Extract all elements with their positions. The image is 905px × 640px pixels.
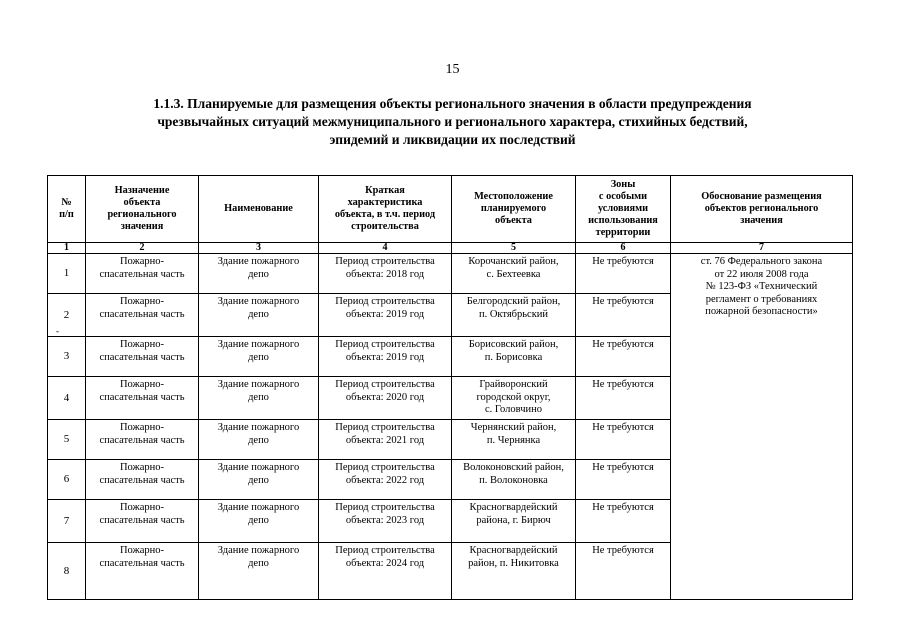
description-cell: Период строительства объекта: 2022 год [319, 460, 452, 500]
purpose-cell: Пожарно- спасательная часть [86, 294, 199, 337]
purpose-cell: Пожарно- спасательная часть [86, 500, 199, 543]
location-cell: Красногвардейский район, п. Никитовка [452, 543, 576, 600]
table-row [48, 254, 853, 294]
purpose-cell: Пожарно- спасательная часть [86, 254, 199, 294]
header-cell-zones: Зоны с особыми условиями использования территории [576, 176, 671, 243]
description-cell: Период строительства объекта: 2020 год [319, 377, 452, 420]
purpose-cell: Пожарно- спасательная часть [86, 420, 199, 460]
zones-cell: Не требуются [576, 460, 671, 500]
row-number: 2 [48, 294, 86, 337]
purpose-cell: Пожарно- спасательная часть [86, 543, 199, 600]
header-cell-description: Краткая характеристика объекта, в т.ч. период строительства [319, 176, 452, 243]
name-cell: Здание пожарного депо [199, 337, 319, 377]
row-number: 7 [48, 500, 86, 543]
location-cell: Красногвардейский района, г. Бирюч [452, 500, 576, 543]
title-line: эпидемий и ликвидации их последствий [329, 132, 576, 147]
location-cell: Чернянский район, п. Чернянка [452, 420, 576, 460]
row-number: 1 [48, 254, 86, 294]
page-number: 15 [445, 62, 460, 77]
column-number: 2 [86, 243, 199, 254]
description-cell: Период строительства объекта: 2024 год [319, 543, 452, 600]
section-title [60, 95, 845, 149]
description-cell: Период строительства объекта: 2018 год [319, 254, 452, 294]
zones-cell: Не требуются [576, 337, 671, 377]
purpose-cell: Пожарно- спасательная часть [86, 337, 199, 377]
column-number: 1 [48, 243, 86, 254]
title-line: чрезвычайных ситуаций межмуниципального и регионального характера, стихийных бедствий, [157, 114, 748, 129]
zones-cell: Не требуются [576, 254, 671, 294]
purpose-cell: Пожарно- спасательная часть [86, 460, 199, 500]
location-cell: Борисовский район, п. Борисовка [452, 337, 576, 377]
header-cell-purpose: Назначение объекта регионального значения [86, 176, 199, 243]
column-number: 5 [452, 243, 576, 254]
row-number: 3 [48, 337, 86, 377]
row-number: 5 [48, 420, 86, 460]
purpose-cell: Пожарно- спасательная часть [86, 377, 199, 420]
location-cell: Корочанский район, с. Бехтеевка [452, 254, 576, 294]
zones-cell: Не требуются [576, 500, 671, 543]
column-number: 6 [576, 243, 671, 254]
description-cell: Период строительства объекта: 2021 год [319, 420, 452, 460]
name-cell: Здание пожарного депо [199, 420, 319, 460]
column-number: 7 [671, 243, 853, 254]
name-cell: Здание пожарного депо [199, 460, 319, 500]
description-cell: Период строительства объекта: 2019 год [319, 337, 452, 377]
row-number: 8 [48, 543, 86, 600]
column-number: 3 [199, 243, 319, 254]
basis-cell: ст. 76 Федерального закона от 22 июля 2008 года № 123-ФЗ «Технический регламент о требованиях пожарной безопасности» [671, 254, 853, 600]
name-cell: Здание пожарного депо [199, 500, 319, 543]
zones-cell: Не требуются [576, 294, 671, 337]
location-cell: Грайворонский городской округ, с. Головчино [452, 377, 576, 420]
header-cell-number: № п/п [48, 176, 86, 243]
zones-cell: Не требуются [576, 420, 671, 460]
title-line: 1.1.3. Планируемые для размещения объекты регионального значения в области предупреждения [153, 96, 752, 111]
description-cell: Период строительства объекта: 2023 год [319, 500, 452, 543]
planned-objects-table [47, 175, 853, 600]
location-cell: Белгородский район, п. Октябрьский [452, 294, 576, 337]
name-cell: Здание пожарного депо [199, 377, 319, 420]
header-cell-basis: Обоснование размещения объектов регионального значения [671, 176, 853, 243]
zones-cell: Не требуются [576, 377, 671, 420]
row-number: 6 [48, 460, 86, 500]
name-cell: Здание пожарного депо [199, 254, 319, 294]
column-number-row [48, 243, 853, 254]
name-cell: Здание пожарного депо [199, 543, 319, 600]
description-cell: Период строительства объекта: 2019 год [319, 294, 452, 337]
zones-cell: Не требуются [576, 543, 671, 600]
table-header-row [48, 176, 853, 243]
row-number: 4 [48, 377, 86, 420]
stray-mark: - [56, 326, 59, 336]
name-cell: Здание пожарного депо [199, 294, 319, 337]
header-cell-location: Местоположение планируемого объекта [452, 176, 576, 243]
header-cell-name: Наименование [199, 176, 319, 243]
column-number: 4 [319, 243, 452, 254]
location-cell: Волоконовский район, п. Волоконовка [452, 460, 576, 500]
